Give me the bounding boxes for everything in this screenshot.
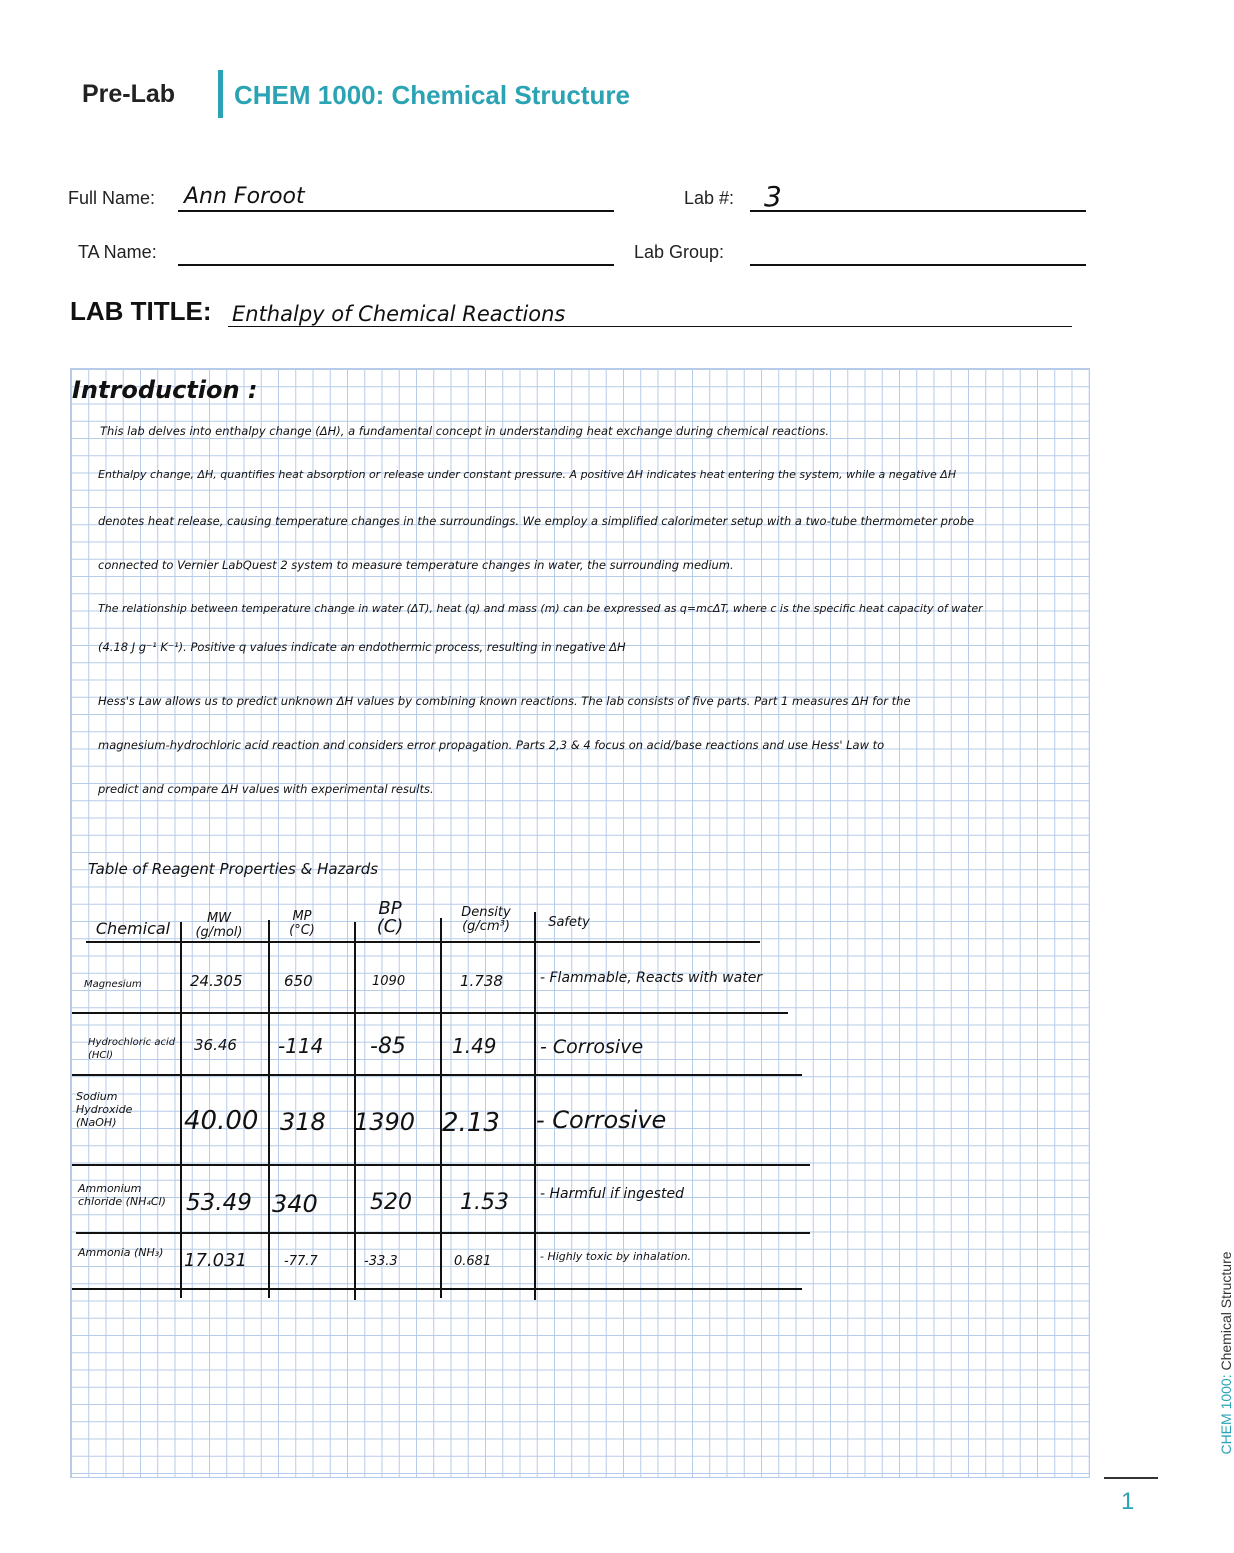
cell-bp: 520 [370,1190,412,1215]
header-density-label: Density [461,905,511,920]
cell-mw: 17.031 [184,1250,247,1271]
cell-density: 1.53 [460,1190,509,1215]
page-section-label: Pre-Lab [82,80,176,108]
cell-chemical: Ammonia (NH₃) [78,1246,164,1259]
cell-chemical: Magnesium [84,979,142,990]
table-header-rule [86,941,760,943]
intro-line: Hess's Law allows us to predict unknown ΔH values by combining known reactions. The lab consists of five parts. Part 1 measures ΔH for the [98,694,911,708]
cell-density: 0.681 [454,1254,492,1269]
header-mw-unit: (g/mol) [195,925,243,940]
course-title: CHEM 1000: Chemical Structure [234,80,630,110]
cell-chemical: Ammonium chloride (NH₄Cl) [78,1182,166,1208]
header-mp-unit: (°C) [289,923,315,938]
intro-line: This lab delves into enthalpy change (ΔH), a fundamental concept in understanding heat exchange during chemical reactions. [100,424,829,438]
header-density-unit: (g/cm³) [462,919,510,934]
intro-line: magnesium-hydrochloric acid reaction and considers error propagation. Parts 2,3 & 4 focus on acid/base reactions and use Hess' Law to [98,738,885,752]
cell-density: 2.13 [442,1108,500,1138]
cell-mp: 650 [284,972,313,990]
cell-mp: -77.7 [284,1254,318,1269]
cell-safety: - Highly toxic by inhalation. [540,1250,692,1263]
cell-bp: -33.3 [364,1254,398,1269]
header-bp-unit: (C) [376,916,404,937]
cell-mw: 53.49 [186,1190,252,1216]
full-name-field[interactable]: Ann Foroot [184,184,305,209]
side-course-footer [1218,1233,1234,1473]
cell-bp: 1090 [372,974,406,989]
header-mp-label: MP [292,909,312,924]
cell-chemical: Hydrochloric acid (HCl) [88,1037,176,1061]
table-row-rule [76,1232,810,1234]
cell-mp: -114 [278,1034,324,1058]
lab-title-line [228,326,1072,327]
lab-title-label: LAB TITLE: [70,296,212,326]
cell-mp: 318 [280,1108,326,1136]
header-mw [184,912,254,940]
cell-safety: - Corrosive [540,1036,644,1058]
table-column-rule [180,922,182,1298]
lab-number-label: Lab #: [684,188,735,208]
lab-group-label: Lab Group: [634,242,725,262]
intro-line: The relationship between temperature change in water (ΔT), heat (q) and mass (m) can be expressed as q=mcΔT, where c is the specific heat capacity of water [98,602,983,615]
cell-safety: - Flammable, Reacts with water [540,970,763,986]
lab-number-line [750,210,1086,212]
header-bp-label: BP [378,898,402,919]
cell-safety: - Harmful if ingested [540,1186,684,1202]
lab-group-line [750,264,1086,266]
cell-safety: - Corrosive [536,1106,667,1134]
intro-line: Enthalpy change, ΔH, quantifies heat absorption or release under constant pressure. A positive ΔH indicates heat entering the system, while a negative ΔH [98,468,957,481]
header-safety: Safety [548,915,590,930]
table-heading: Table of Reagent Properties & Hazards [88,860,379,878]
full-name-label: Full Name: [68,188,156,208]
cell-mw: 24.305 [190,972,243,990]
cell-density: 1.49 [452,1034,497,1058]
cell-density: 1.738 [460,972,503,990]
full-name-line [178,210,614,212]
cell-bp: -85 [370,1034,406,1059]
header-chemical: Chemical [95,919,171,938]
ta-name-line [178,264,614,266]
header-bp [360,900,420,936]
intro-line: (4.18 J g⁻¹ K⁻¹). Positive q values indicate an endothermic process, resulting in negative ΔH [98,640,626,654]
intro-line: connected to Vernier LabQuest 2 system to measure temperature changes in water, the surrounding medium. [98,558,734,572]
header-mp [272,910,332,938]
header-density [446,906,526,934]
cell-mp: 340 [272,1190,318,1218]
reagent-table [72,898,812,1298]
ta-name-label: TA Name: [78,242,157,262]
page-number: 1 [1121,1488,1135,1515]
side-course-code: CHEM 1000: [1218,1374,1234,1455]
lab-title-field[interactable]: Enthalpy of Chemical Reactions [232,302,566,326]
cell-mw: 36.46 [194,1036,237,1054]
cell-chemical: Sodium Hydroxide (NaOH) [76,1090,133,1129]
intro-line: denotes heat release, causing temperature changes in the surroundings. We employ a simplified calorimeter setup with a two-tube thermometer probe [98,514,975,528]
footer-rule [1104,1477,1158,1479]
introduction-heading: Introduction : [72,376,258,404]
table-column-rule [268,920,270,1298]
cell-bp: 1390 [354,1108,416,1136]
intro-line: predict and compare ΔH values with experimental results. [98,782,434,796]
header-divider [218,70,223,118]
lab-number-field[interactable]: 3 [764,180,782,213]
header-mw-label: MW [206,911,232,926]
cell-mw: 40.00 [184,1106,259,1136]
side-course-name: Chemical Structure [1218,1251,1234,1371]
